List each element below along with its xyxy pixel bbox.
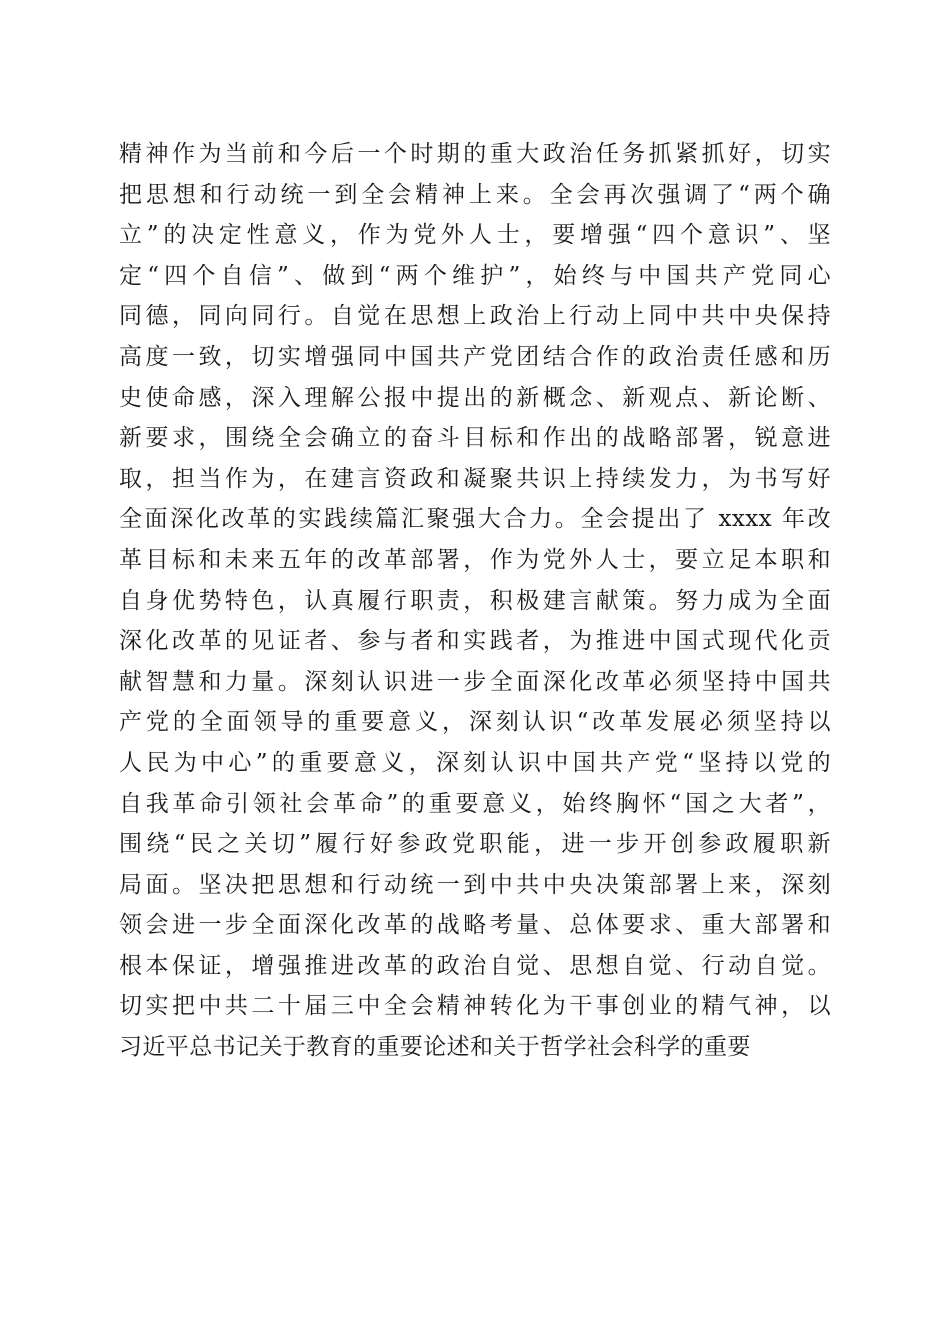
text-line: 根本保证，增强推进改革的政治自觉、思想自觉、行动自觉。	[119, 952, 831, 979]
text-line: 围绕“民之关切”履行好参政党职能，进一步开创参政履职新	[119, 831, 831, 858]
text-line: 局面。坚决把思想和行动统一到中共中央决策部署上来，深刻	[119, 871, 831, 898]
text-line: 同德，同向同行。自觉在思想上政治上行动上同中共中央保持	[119, 303, 831, 330]
text-line: 新要求，围绕全会确立的奋斗目标和作出的战略部署，锐意进	[119, 425, 831, 452]
text-line: 精神作为当前和今后一个时期的重大政治任务抓紧抓好，切实	[119, 141, 831, 167]
text-line: 习近平总书记关于教育的重要论述和关于哲学社会科学的重要	[119, 1034, 751, 1061]
text-line: 取，担当作为，在建言资政和凝聚共识上持续发力，为书写好	[119, 465, 831, 492]
text-line: 人民为中心”的重要意义，深刻认识中国共产党“坚持以党的	[119, 749, 831, 776]
text-line: 把思想和行动统一到全会精神上来。全会再次强调了“两个确	[119, 181, 831, 208]
text-line: 高度一致，切实增强同中国共产党团结合作的政治责任感和历	[119, 343, 831, 370]
text-line: 切实把中共二十届三中全会精神转化为干事创业的精气神，以	[119, 993, 831, 1020]
text-line: 史使命感，深入理解公报中提出的新概念、新观点、新论断、	[119, 384, 831, 411]
text-line: 领会进一步全面深化改革的战略考量、总体要求、重大部署和	[119, 912, 831, 939]
text-line: 全面深化改革的实践续篇汇聚强大合力。全会提出了 xxxx 年改	[119, 506, 831, 533]
body-text	[119, 134, 831, 1068]
text-line: 自身优势特色，认真履行职责，积极建言献策。努力成为全面	[119, 587, 831, 614]
text-line: 深化改革的见证者、参与者和实践者，为推进中国式现代化贡	[119, 628, 831, 655]
text-line: 立”的决定性意义，作为党外人士，要增强“四个意识”、坚	[119, 222, 831, 249]
text-line: 定“四个自信”、做到“两个维护”，始终与中国共产党同心	[119, 262, 831, 289]
text-line: 自我革命引领社会革命”的重要意义，始终胸怀“国之大者”，	[119, 790, 831, 817]
text-line: 产党的全面领导的重要意义，深刻认识“改革发展必须坚持以	[119, 709, 831, 736]
text-line: 革目标和未来五年的改革部署，作为党外人士，要立足本职和	[119, 546, 831, 573]
text-line: 献智慧和力量。深刻认识进一步全面深化改革必须坚持中国共	[119, 668, 831, 695]
